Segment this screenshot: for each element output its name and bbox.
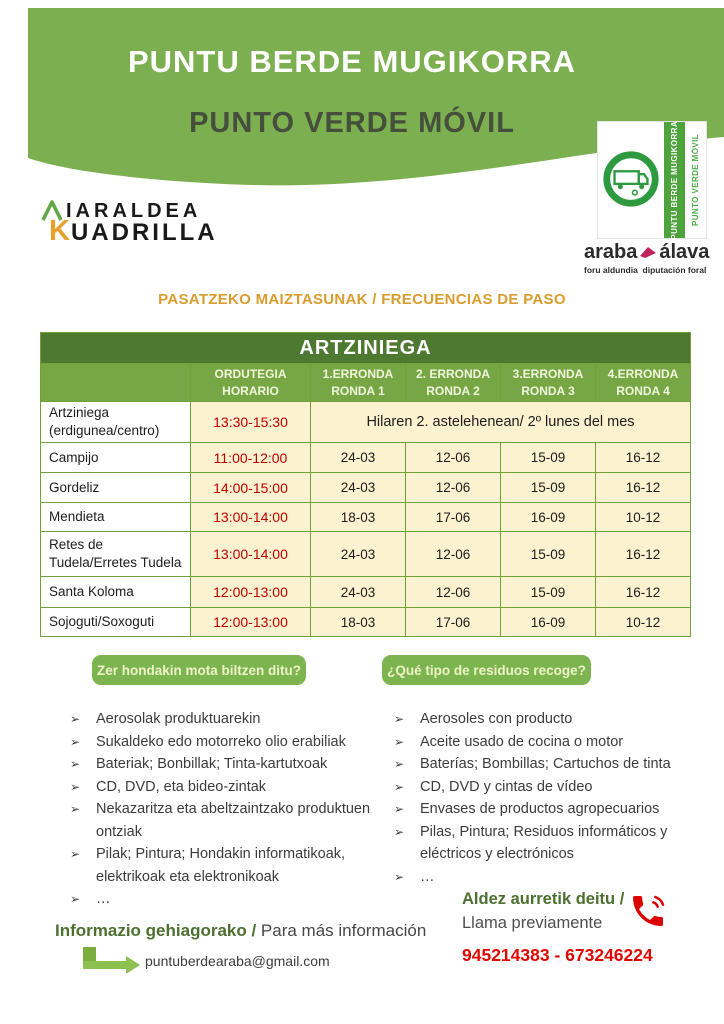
round-cell: 12-06	[406, 577, 501, 608]
round-cell: 12-06	[406, 473, 501, 503]
arrow-bullet-icon: ➢	[394, 757, 405, 771]
place-cell: Mendieta	[41, 503, 191, 532]
round-cell: 24-03	[311, 577, 406, 608]
table-row	[41, 402, 691, 443]
round-cell: 16-12	[596, 577, 691, 608]
truck-icon	[598, 122, 664, 238]
round-cell: 16-09	[501, 608, 596, 637]
time-cell: 13:00-14:00	[191, 503, 311, 532]
arrow-bullet-icon: ➢	[70, 892, 81, 906]
column-header-round3: 3.ERRONDA RONDA 3	[501, 364, 596, 402]
list-item: ➢ Pilas, Pintura; Residuos informáticos y eléctricos y electrónicos	[394, 821, 709, 866]
table-row	[41, 503, 691, 532]
question-pill-es: ¿Qué tipo de residuos recoge?	[382, 655, 591, 685]
time-cell: 12:00-13:00	[191, 577, 311, 608]
table-row	[41, 608, 691, 637]
column-header-empty	[41, 364, 191, 402]
time-cell: 13:30-15:30	[191, 402, 311, 443]
list-item: ➢ Pilak; Pintura; Hondakin informatikoak, elektrikoak eta elektronikoak	[70, 843, 385, 888]
araba-word: araba	[584, 241, 638, 263]
time-cell: 14:00-15:00	[191, 473, 311, 503]
round-cell: 10-12	[596, 503, 691, 532]
round-cell: 16-12	[596, 443, 691, 473]
place-cell: Campijo	[41, 443, 191, 473]
note-cell: Hilaren 2. astelehenean/ 2º lunes del mes	[311, 402, 691, 443]
ribbon-swoosh-icon	[639, 246, 657, 259]
kuadrilla-initial: K	[49, 215, 70, 247]
elbow-arrow-icon	[81, 947, 143, 973]
place-cell: Sojoguti/Soxoguti	[41, 608, 191, 637]
table-row	[41, 443, 691, 473]
waste-list-eu	[70, 708, 385, 911]
contact-email: puntuberdearaba@gmail.com	[145, 953, 330, 969]
arrow-bullet-icon: ➢	[394, 712, 405, 726]
round-cell: 15-09	[501, 443, 596, 473]
arrow-bullet-icon: ➢	[394, 734, 405, 749]
round-cell: 18-03	[311, 503, 406, 532]
araba-alava-logo	[584, 241, 724, 275]
arrow-bullet-icon: ➢	[70, 779, 81, 794]
call-first-eu: Aldez aurretik deitu /	[462, 890, 625, 908]
list-item: ➢ Baterías; Bombillas; Cartuchos de tinta	[394, 753, 709, 776]
round-cell: 17-06	[406, 503, 501, 532]
list-item: ➢ Bateriak; Bonbillak; Tinta-kartutxoak	[70, 753, 385, 776]
round-cell: 16-12	[596, 532, 691, 577]
list-item: ➢ …	[70, 888, 385, 911]
kuadrilla-text: UADRILLA	[70, 218, 218, 246]
aiaraldea-text: IARALDEA	[66, 200, 202, 222]
arrow-bullet-icon: ➢	[394, 869, 405, 884]
table-row	[41, 532, 691, 577]
list-item: ➢ Nekazaritza eta abeltzaintzako produktuen ontziak	[70, 798, 385, 843]
waste-list-es	[394, 708, 709, 888]
round-cell: 15-09	[501, 473, 596, 503]
list-item: ➢ Envases de productos agropecuarios	[394, 798, 709, 821]
section-title: PASATZEKO MAIZTASUNAK / FRECUENCIAS DE PASO	[158, 291, 566, 308]
arrow-bullet-icon: ➢	[394, 824, 405, 839]
badge-vertical-eu: PUNTU BERDE MUGIKORRA	[664, 122, 685, 238]
phone-numbers: 945214383 - 673246224	[462, 945, 653, 965]
time-cell: 11:00-12:00	[191, 443, 311, 473]
banner-title-es: PUNTO VERDE MÓVIL	[189, 107, 515, 139]
place-cell: Artziniega (erdigunea/centro)	[41, 402, 191, 443]
arrow-bullet-icon: ➢	[70, 847, 81, 861]
araba-subtitle: foru aldundia diputación foral	[584, 265, 707, 275]
more-info-es: Para más información	[256, 921, 427, 940]
arrow-bullet-icon: ➢	[70, 802, 81, 816]
round-cell: 10-12	[596, 608, 691, 637]
arrow-bullet-icon: ➢	[394, 779, 405, 794]
arrow-bullet-icon: ➢	[394, 802, 405, 816]
aiaraldea-kuadrilla-logo	[40, 199, 218, 247]
list-item: ➢ CD, DVD, eta bideo-zintak	[70, 776, 385, 799]
round-cell: 15-09	[501, 532, 596, 577]
round-cell: 24-03	[311, 532, 406, 577]
badge-vertical-es: PUNTO VERDE MÓVIL	[685, 122, 706, 238]
arrow-bullet-icon: ➢	[70, 757, 81, 771]
round-cell: 17-06	[406, 608, 501, 637]
place-cell: Santa Koloma	[41, 577, 191, 608]
question-pill-eu: Zer hondakin mota biltzen ditu?	[92, 655, 306, 685]
list-item: ➢ Aceite usado de cocina o motor	[394, 731, 709, 754]
arrow-bullet-icon: ➢	[70, 734, 81, 749]
table-title-row	[41, 333, 691, 364]
round-cell: 12-06	[406, 443, 501, 473]
schedule-table	[40, 332, 691, 637]
banner-title-eu: PUNTU BERDE MUGIKORRA	[127, 44, 577, 79]
call-first-es: Llama previamente	[462, 914, 603, 932]
time-cell: 12:00-13:00	[191, 608, 311, 637]
round-cell: 15-09	[501, 577, 596, 608]
column-header-round4: 4.ERRONDA RONDA 4	[596, 364, 691, 402]
place-cell: Retes de Tudela/Erretes Tudela	[41, 532, 191, 577]
list-item: ➢ Sukaldeko edo motorreko olio erabiliak	[70, 731, 385, 754]
phone-icon	[628, 891, 668, 931]
round-cell: 16-12	[596, 473, 691, 503]
list-item: ➢ Aerosoles con producto	[394, 708, 709, 731]
round-cell: 24-03	[311, 473, 406, 503]
round-cell: 24-03	[311, 443, 406, 473]
table-row	[41, 473, 691, 503]
list-item: ➢ …	[394, 866, 709, 889]
round-cell: 18-03	[311, 608, 406, 637]
table-title: ARTZINIEGA	[41, 333, 691, 364]
round-cell: 16-09	[501, 503, 596, 532]
alava-word: álava	[659, 241, 710, 263]
table-header-row	[41, 364, 691, 402]
arrow-bullet-icon: ➢	[70, 712, 81, 726]
green-point-badge	[598, 122, 706, 238]
column-header-round1: 1.ERRONDA RONDA 1	[311, 364, 406, 402]
time-cell: 13:00-14:00	[191, 532, 311, 577]
table-row	[41, 577, 691, 608]
list-item: ➢ Aerosolak produktuarekin	[70, 708, 385, 731]
column-header-schedule: ORDUTEGIA HORARIO	[191, 364, 311, 402]
list-item: ➢ CD, DVD y cintas de vídeo	[394, 776, 709, 799]
round-cell: 12-06	[406, 532, 501, 577]
column-header-round2: 2. ERRONDA RONDA 2	[406, 364, 501, 402]
more-info-eu: Informazio gehiagorako /	[55, 921, 257, 940]
more-info-line	[55, 921, 426, 941]
place-cell: Gordeliz	[41, 473, 191, 503]
